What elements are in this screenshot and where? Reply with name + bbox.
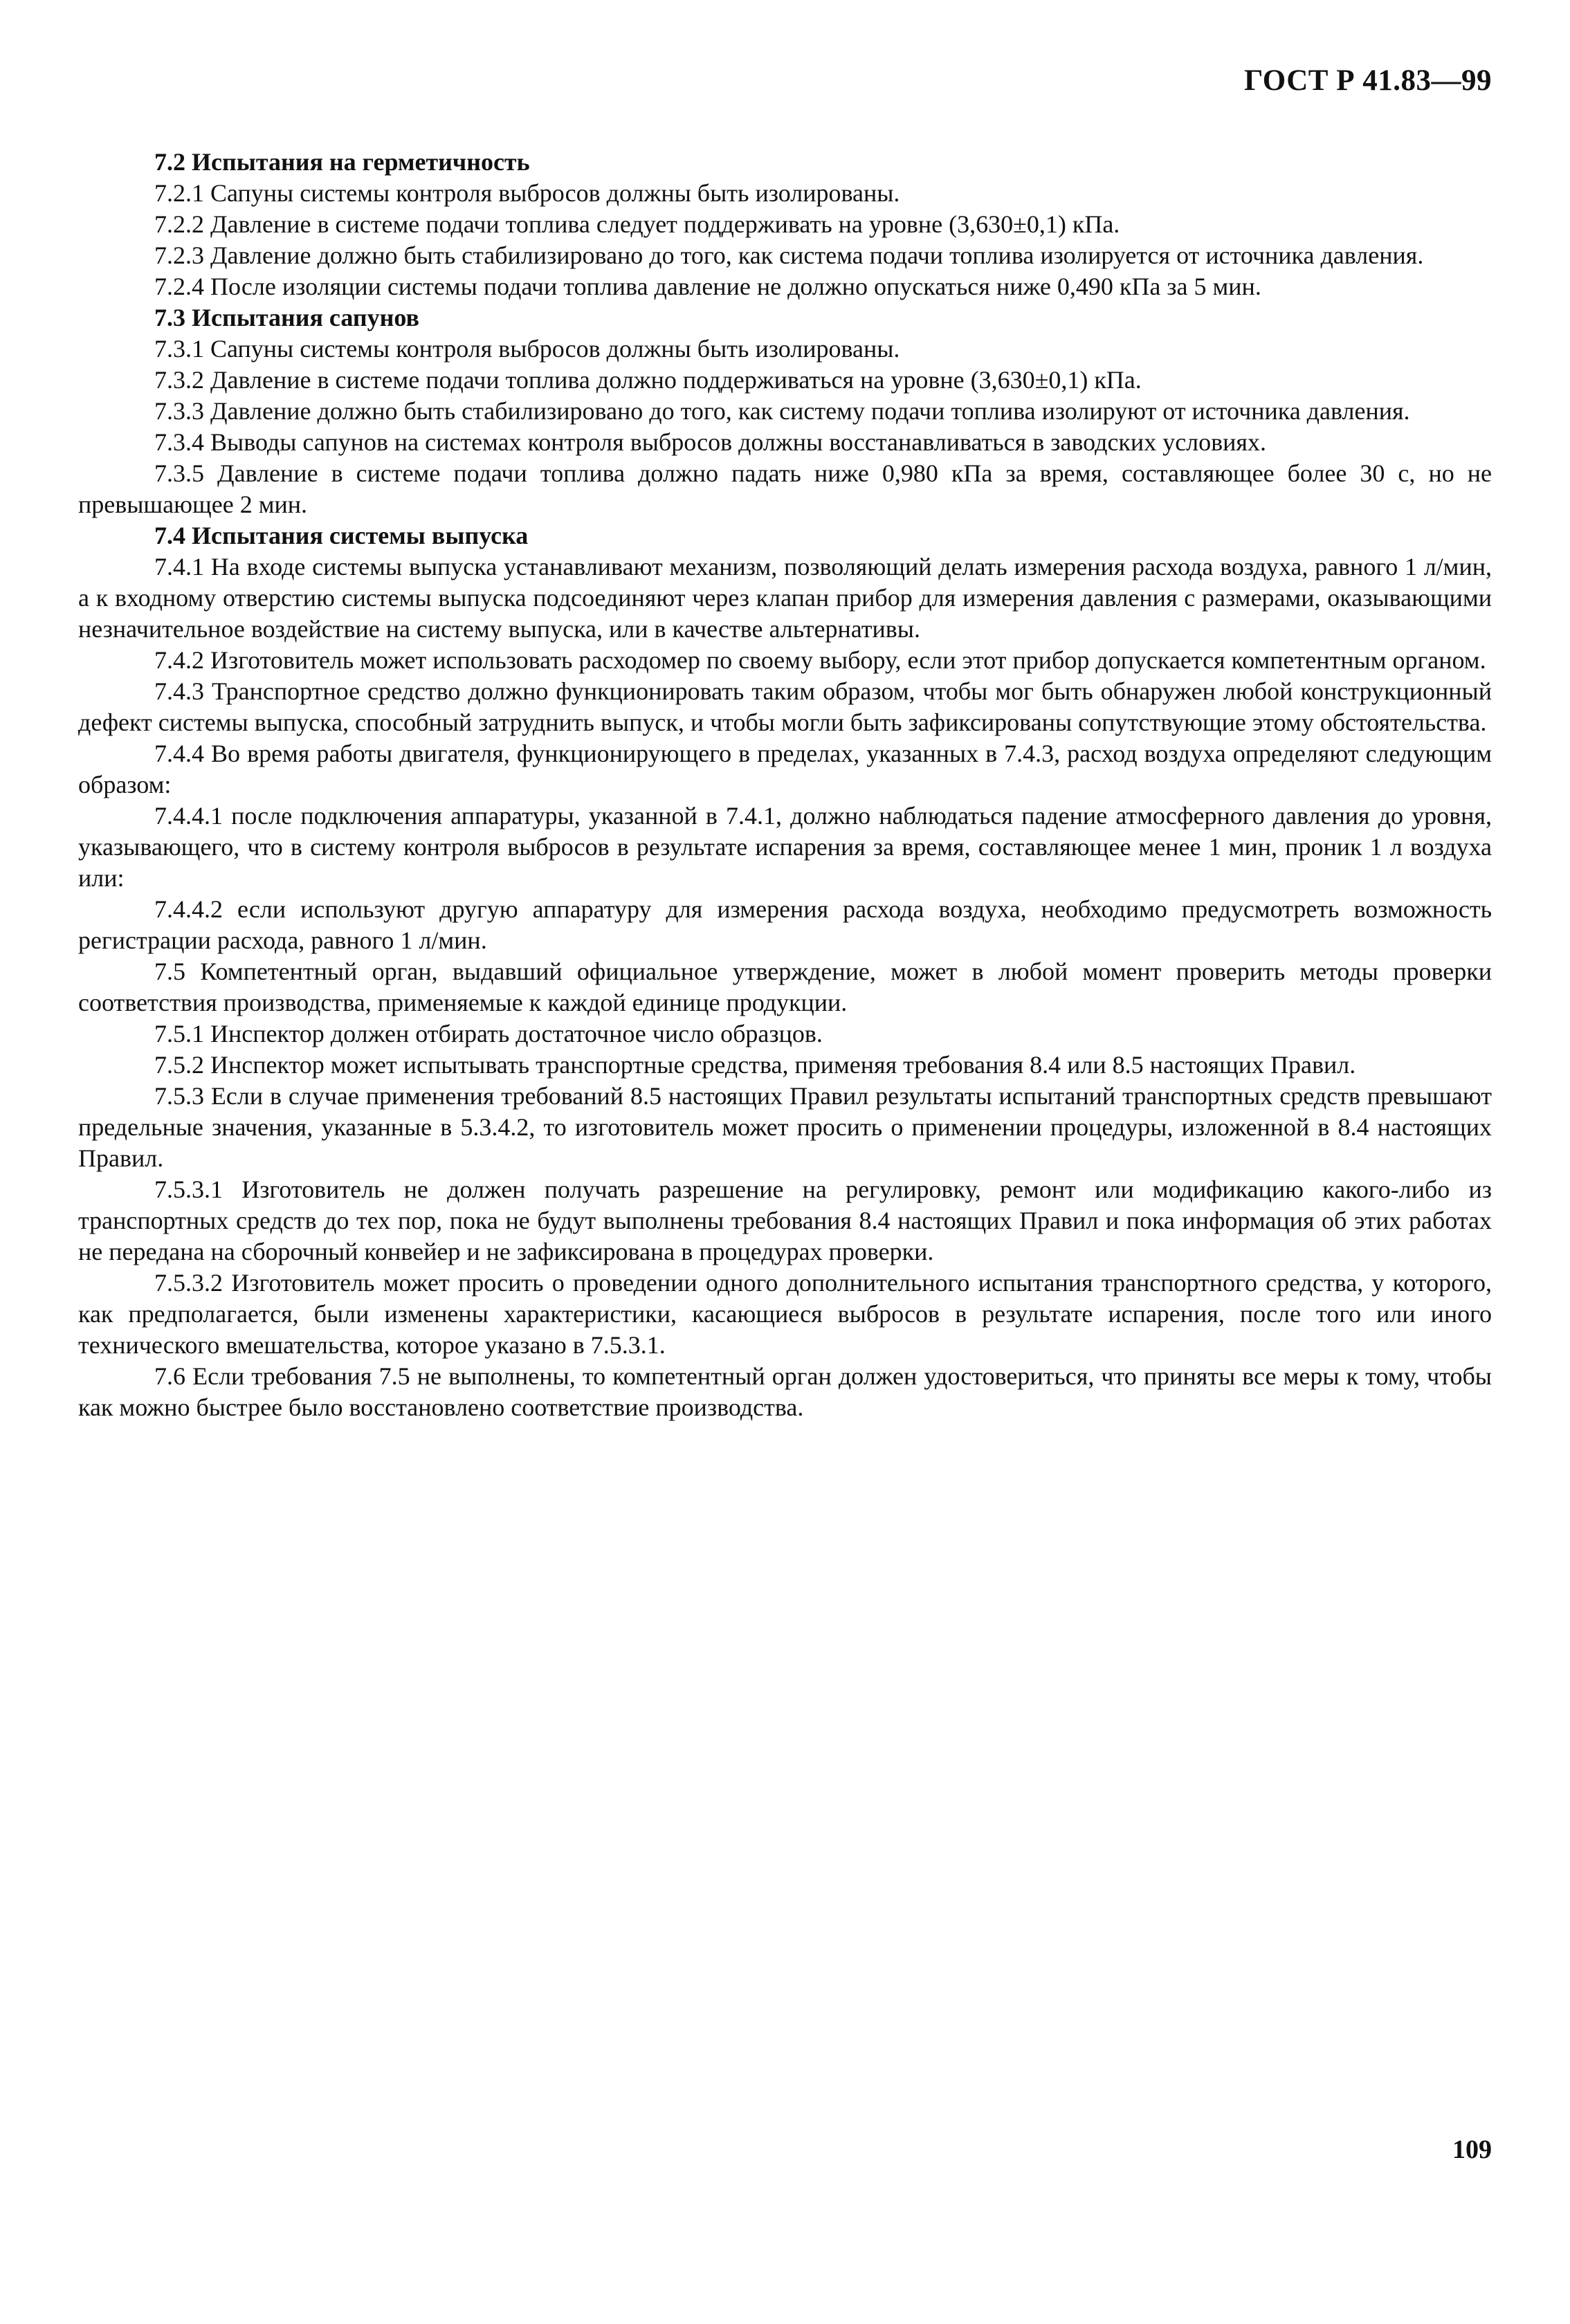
document-body — [78, 147, 1492, 1423]
clause-7-2-1: 7.2.1 Сапуны системы контроля выбросов должны быть изолированы. — [154, 179, 900, 207]
document-id-header: ГОСТ Р 41.83—99 — [1243, 64, 1492, 97]
clause-7-5: 7.5 Компетентный орган, выдавший официальное утверждение, может в любой момент проверить методы проверки соответствия производства, применяемые к каждой единице продукции. — [78, 958, 1492, 1016]
clause-7-5-3-1: 7.5.3.1 Изготовитель не должен получать разрешение на регулировку, ремонт или модификацию какого-либо из транспортных средств до тех пор, пока не будут выполнены требования 8.4 настоящих Правил и пока информация об этих работах не передана на сборочный конвейер и не зафиксирована в процедурах проверки. — [78, 1175, 1492, 1265]
clause-7-4-3: 7.4.3 Транспортное средство должно функционировать таким образом, чтобы мог быть обнаружен любой конструкционный дефект системы выпуска, способный затруднить выпуск, и чтобы могли быть зафиксированы сопутствующие этому обстоятельства. — [78, 677, 1492, 736]
clause-7-2-2: 7.2.2 Давление в системе подачи топлива следует поддерживать на уровне (3,630±0,1) кПа. — [154, 210, 1120, 238]
clause-7-4-1: 7.4.1 На входе системы выпуска устанавливают механизм, позволяющий делать измерения расхода воздуха, равного 1 л/мин, а к входному отверстию системы выпуска подсоединяют через клапан прибор для измерения давления с размерами, оказывающими незначительное воздействие на систему выпуска, или в качестве альтернативы. — [78, 553, 1492, 643]
clause-7-3-4: 7.3.4 Выводы сапунов на системах контроля выбросов должны восстанавливаться в заводских условиях. — [154, 428, 1266, 456]
clause-7-4-4-1: 7.4.4.1 после подключения аппаратуры, указанной в 7.4.1, должно наблюдаться падение атмосферного давления до уровня, указывающего, что в систему контроля выбросов в результате испарения за время, составляющее менее 1 мин, проник 1 л воздуха или: — [78, 802, 1492, 892]
section-heading-7-3: 7.3 Испытания сапунов — [154, 304, 419, 331]
clause-7-2-3: 7.2.3 Давление должно быть стабилизировано до того, как система подачи топлива изолируется от источника давления. — [154, 241, 1424, 269]
clause-7-5-1: 7.5.1 Инспектор должен отбирать достаточное число образцов. — [154, 1020, 823, 1047]
clause-7-5-2: 7.5.2 Инспектор может испытывать транспортные средства, применяя требования 8.4 или 8.5 настоящих Правил. — [154, 1051, 1356, 1079]
clause-7-3-5: 7.3.5 Давление в системе подачи топлива должно падать ниже 0,980 кПа за время, составляющее более 30 с, но не превышающее 2 мин. — [78, 459, 1492, 518]
clause-7-3-3: 7.3.3 Давление должно быть стабилизировано до того, как систему подачи топлива изолируют от источника давления. — [154, 397, 1410, 425]
clause-7-5-3-2: 7.5.3.2 Изготовитель может просить о проведении одного дополнительного испытания транспортного средства, у которого, как предполагается, были изменены характеристики, касающиеся выбросов в результате испарения, после того или иного технического вмешательства, которое указано в 7.5.3.1. — [78, 1269, 1492, 1359]
clause-7-4-2: 7.4.2 Изготовитель может использовать расходомер по своему выбору, если этот прибор допускается компетентным органом. — [154, 646, 1486, 674]
clause-7-5-3: 7.5.3 Если в случае применения требований 8.5 настоящих Правил результаты испытаний транспортных средств превышают предельные значения, указанные в 5.3.4.2, то изготовитель может просить о применении процедуры, изложенной в 8.4 настоящих Правил. — [78, 1082, 1492, 1172]
page-number: 109 — [1452, 2135, 1492, 2164]
clause-7-4-4: 7.4.4 Во время работы двигателя, функционирующего в пределах, указанных в 7.4.3, расход воздуха определяют следующим образом: — [78, 740, 1492, 798]
section-heading-7-2: 7.2 Испытания на герметичность — [154, 148, 530, 176]
clause-7-4-4-2: 7.4.4.2 если используют другую аппаратуру для измерения расхода воздуха, необходимо предусмотреть возможность регистрации расхода, равного 1 л/мин. — [78, 895, 1492, 954]
clause-7-6: 7.6 Если требования 7.5 не выполнены, то компетентный орган должен удостовериться, что приняты все меры к тому, чтобы как можно быстрее было восстановлено соответствие производства. — [78, 1362, 1492, 1421]
clause-7-3-1: 7.3.1 Сапуны системы контроля выбросов должны быть изолированы. — [154, 335, 900, 363]
clause-7-2-4: 7.2.4 После изоляции системы подачи топлива давление не должно опускаться ниже 0,490 кПа за 5 мин. — [154, 273, 1261, 300]
clause-7-3-2: 7.3.2 Давление в системе подачи топлива должно поддерживаться на уровне (3,630±0,1) кПа. — [154, 366, 1142, 394]
section-heading-7-4: 7.4 Испытания системы выпуска — [154, 522, 529, 549]
